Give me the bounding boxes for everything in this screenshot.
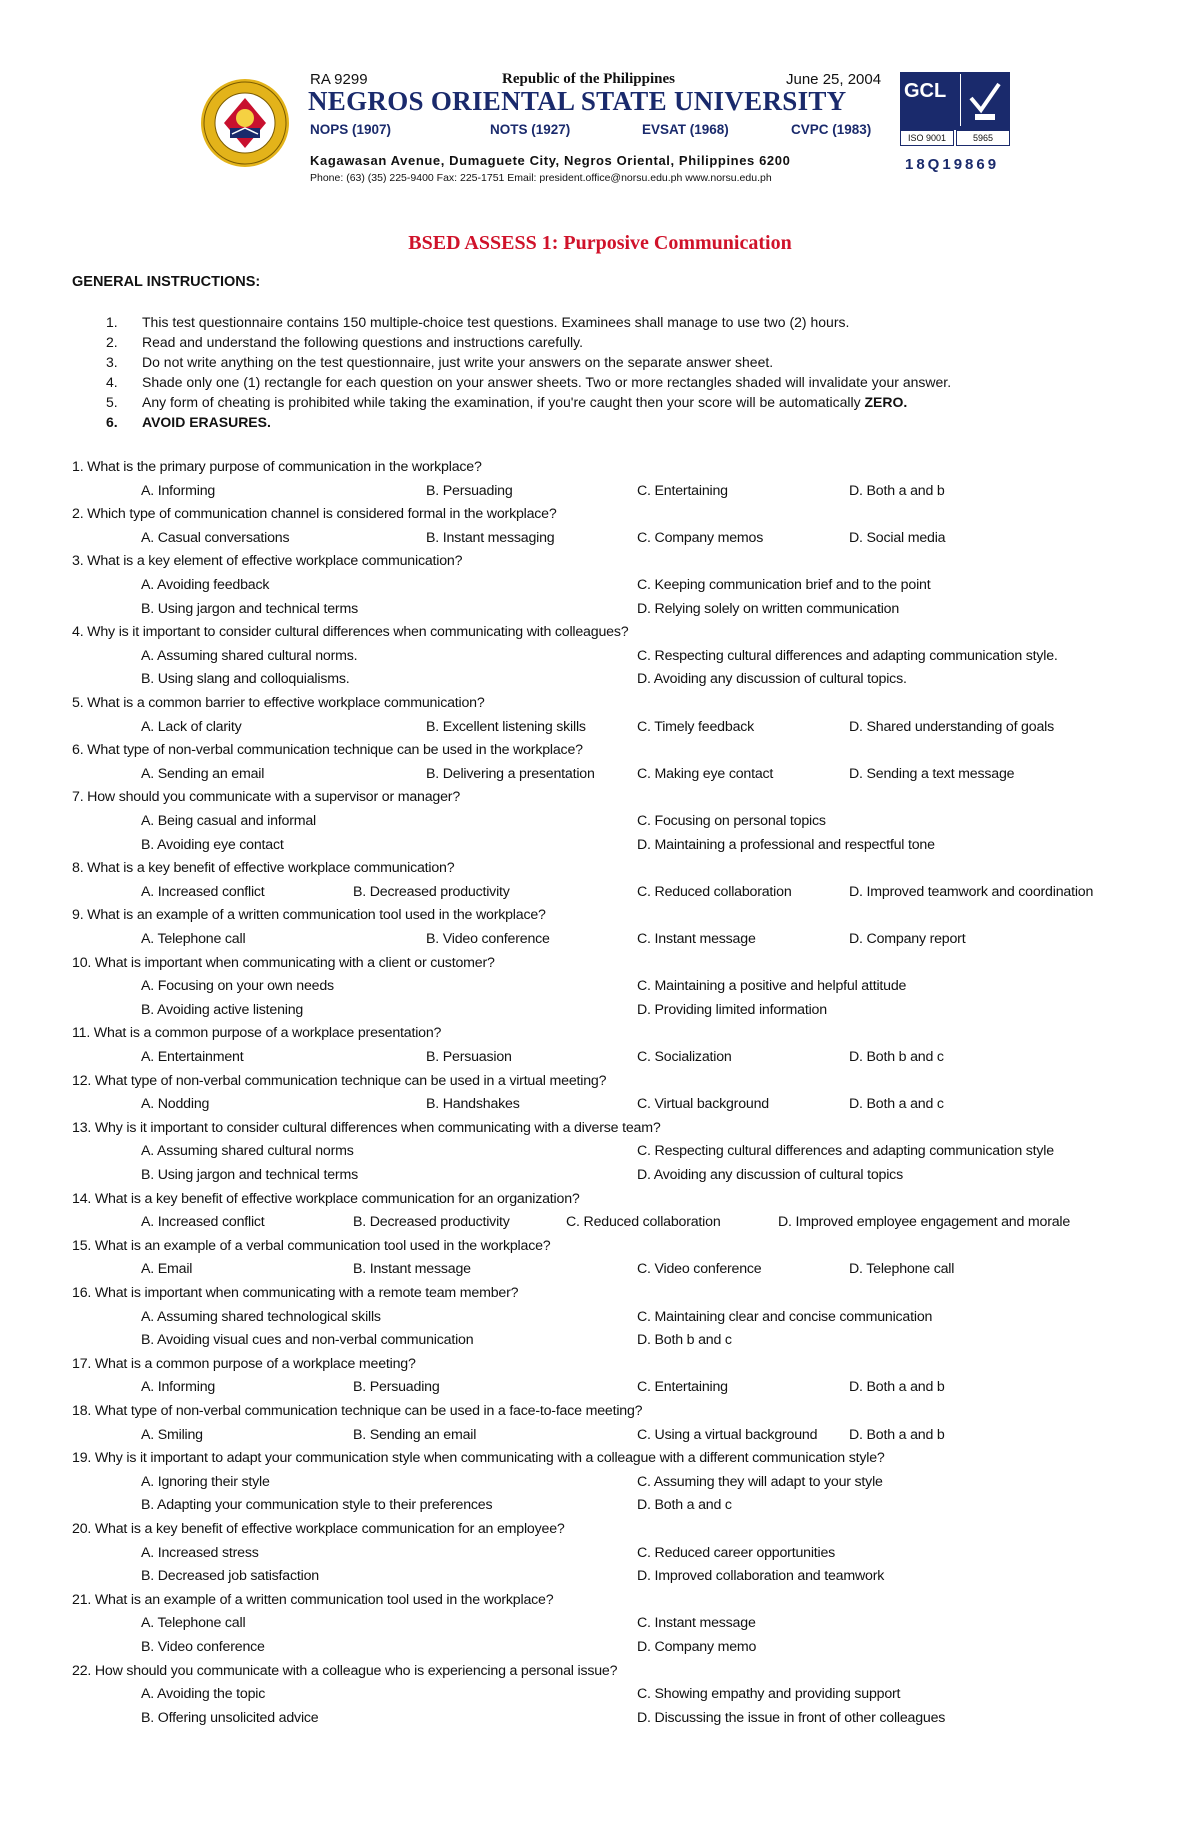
cert-code: 18Q19869 [905, 156, 1000, 173]
answer-option: A. Nodding [141, 1096, 210, 1113]
question-text: 12. What type of non-verbal communication technique can be used in a virtual meeting? [72, 1072, 607, 1089]
answer-option: C. Maintaining a positive and helpful attitude [637, 978, 907, 995]
answer-option: B. Decreased productivity [353, 883, 510, 900]
instruction-text: Read and understand the following questions and instructions carefully. [142, 334, 584, 350]
question-text: 4. Why is it important to consider cultural differences when communicating with colleagues? [72, 624, 629, 641]
answer-option: D. Both b and c [637, 1332, 732, 1349]
answer-option: A. Assuming shared cultural norms [141, 1143, 354, 1160]
answer-option: A. Being casual and informal [141, 813, 316, 829]
instruction-text: Do not write anything on the test questionnaire, just write your answers on the separate answer sheet. [142, 354, 774, 370]
university-name: NEGROS ORIENTAL STATE UNIVERSITY [308, 86, 847, 116]
answer-option: B. Using jargon and technical terms [141, 1167, 358, 1183]
answer-option: B. Sending an email [353, 1426, 477, 1443]
ra-number: RA 9299 [310, 71, 368, 88]
question-text: 15. What is an example of a verbal communication tool used in the workplace? [72, 1237, 551, 1254]
answer-option: D. Both a and b [849, 1379, 945, 1396]
answer-option: D. Sending a text message [849, 765, 1015, 782]
answer-option: C. Virtual background [637, 1096, 769, 1113]
answer-option: D. Both b and c [849, 1049, 944, 1065]
answer-option: C. Timely feedback [637, 718, 755, 735]
answer-option: C. Respecting cultural differences and adapting communication style. [637, 647, 1058, 664]
instruction-number: 3. [106, 354, 118, 370]
republic-line: Republic of the Philippines [502, 71, 675, 87]
answer-option: C. Showing empathy and providing support [637, 1686, 901, 1703]
instruction-text: This test questionnaire contains 150 multiple-choice test questions. Examinees shall manage to use two (2) hours. [142, 314, 850, 330]
answer-option: B. Instant messaging [426, 529, 555, 546]
question-text: 18. What type of non-verbal communication technique can be used in a face-to-face meeting? [72, 1403, 643, 1419]
instruction-item [106, 314, 849, 330]
answer-option: A. Entertainment [141, 1049, 244, 1065]
gcl-certification-badge [900, 72, 1010, 152]
answer-option: C. Using a virtual background [637, 1426, 818, 1443]
question-text: 9. What is an example of a written communication tool used in the workplace? [72, 907, 546, 924]
exam-title: BSED ASSESS 1: Purposive Communication [408, 232, 792, 254]
instruction-text: Shade only one (1) rectangle for each question on your answer sheets. Two or more rectangles shaded will invalidate your answer. [142, 374, 952, 390]
general-instructions-heading: GENERAL INSTRUCTIONS: [72, 274, 261, 290]
question-text: 7. How should you communicate with a supervisor or manager? [72, 789, 461, 806]
question-text: 22. How should you communicate with a colleague who is experiencing a personal issue? [72, 1662, 618, 1679]
answer-option: B. Decreased job satisfaction [141, 1568, 319, 1585]
letterhead [200, 72, 1010, 182]
university-contact: Phone: (63) (35) 225-9400 Fax: 225-1751 Email: president.office@norsu.edu.ph www.norsu.edu.ph [310, 172, 772, 184]
instruction-item [106, 374, 951, 390]
answer-option: A. Casual conversations [141, 529, 290, 546]
answer-option: A. Informing [141, 1379, 216, 1396]
answer-option: D. Discussing the issue in front of other colleagues [637, 1709, 946, 1726]
answer-option: A. Focusing on your own needs [141, 978, 334, 995]
answer-option: D. Improved employee engagement and morale [778, 1214, 1071, 1231]
university-address: Kagawasan Avenue, Dumaguete City, Negros Oriental, Philippines 6200 [310, 153, 791, 168]
answer-option: B. Offering unsolicited advice [141, 1709, 319, 1726]
answer-option: A. Assuming shared cultural norms. [141, 647, 358, 664]
question-text: 1. What is the primary purpose of communication in the workplace? [72, 459, 482, 475]
answer-option: A. Increased stress [141, 1544, 259, 1561]
answer-option: C. Keeping communication brief and to the point [637, 577, 931, 593]
instruction-item [106, 394, 907, 410]
answer-option: C. Company memos [637, 529, 764, 546]
answer-option: A. Avoiding the topic [141, 1686, 266, 1703]
answer-option: B. Adapting your communication style to their preferences [141, 1497, 493, 1514]
answer-option: A. Avoiding feedback [141, 577, 270, 593]
question-text: 20. What is a key benefit of effective workplace communication for an employee? [72, 1521, 565, 1537]
question-text: 14. What is a key benefit of effective workplace communication for an organization? [72, 1190, 580, 1207]
answer-option: D. Shared understanding of goals [849, 718, 1054, 735]
answer-option: C. Making eye contact [637, 765, 774, 782]
answer-option: A. Telephone call [141, 1615, 246, 1632]
instruction-item [106, 414, 271, 430]
instruction-emphasis: AVOID ERASURES. [142, 414, 271, 430]
answer-option: D. Improved collaboration and teamwork [637, 1568, 885, 1585]
answer-option: B. Video conference [141, 1639, 265, 1655]
answer-option: B. Decreased productivity [353, 1214, 510, 1231]
former-name-3: EVSAT (1968) [642, 122, 729, 137]
cert-number: 5965 [956, 130, 1010, 146]
charter-date: June 25, 2004 [786, 71, 882, 88]
answer-option: A. Email [141, 1261, 193, 1278]
answer-option: B. Instant message [353, 1261, 471, 1278]
question-text: 10. What is important when communicating with a client or customer? [72, 954, 495, 971]
answer-option: D. Company report [849, 931, 966, 947]
instruction-emphasis: ZERO. [864, 394, 908, 410]
answer-option: C. Instant message [637, 931, 756, 947]
answer-option: C. Entertaining [637, 482, 728, 499]
question-text: 5. What is a common barrier to effective workplace communication? [72, 695, 485, 711]
answer-option: A. Lack of clarity [141, 718, 242, 735]
instruction-item [106, 354, 773, 370]
answer-option: C. Video conference [637, 1261, 762, 1278]
answer-option: C. Entertaining [637, 1379, 728, 1396]
answer-option: C. Reduced collaboration [637, 883, 792, 900]
answer-option: A. Increased conflict [141, 1214, 265, 1231]
answer-option: D. Both a and b [849, 1426, 945, 1443]
answer-option: B. Delivering a presentation [426, 765, 595, 782]
answer-option: D. Improved teamwork and coordination [849, 883, 1094, 900]
answer-option: C. Reduced collaboration [566, 1214, 721, 1231]
answer-option: D. Both a and b [849, 482, 945, 499]
check-crown-icon [960, 74, 1007, 126]
gcl-label: GCL [904, 80, 947, 102]
answer-option: B. Persuasion [426, 1049, 512, 1065]
answer-option: B. Excellent listening skills [426, 718, 586, 735]
answer-option: B. Avoiding eye contact [141, 836, 284, 853]
answer-option: C. Reduced career opportunities [637, 1544, 836, 1561]
answer-option: B. Using jargon and technical terms [141, 600, 358, 617]
question-text: 8. What is a key benefit of effective workplace communication? [72, 860, 455, 877]
answer-option: C. Socialization [637, 1049, 732, 1065]
answer-option: D. Both a and c [637, 1497, 732, 1514]
answer-option: C. Instant message [637, 1615, 756, 1632]
answer-option: A. Telephone call [141, 931, 246, 947]
answer-option: B. Handshakes [426, 1096, 520, 1113]
answer-option: D. Social media [849, 529, 946, 546]
answer-option: B. Avoiding visual cues and non-verbal communication [141, 1332, 474, 1349]
former-name-1: NOPS (1907) [310, 122, 392, 137]
answer-option: D. Providing limited information [637, 1001, 827, 1018]
question-text: 17. What is a common purpose of a workplace meeting? [72, 1355, 416, 1372]
answer-option: C. Respecting cultural differences and adapting communication style [637, 1143, 1054, 1160]
question-text: 11. What is a common purpose of a workplace presentation? [72, 1025, 442, 1042]
answer-option: B. Video conference [426, 931, 550, 947]
answer-option: A. Smiling [141, 1426, 203, 1443]
answer-option: B. Avoiding active listening [141, 1001, 304, 1018]
question-text: 16. What is important when communicating with a remote team member? [72, 1285, 519, 1301]
question-text: 21. What is an example of a written communication tool used in the workplace? [72, 1591, 554, 1608]
answer-option: A. Increased conflict [141, 883, 265, 900]
former-name-2: NOTS (1927) [490, 122, 571, 137]
answer-option: C. Assuming they will adapt to your style [637, 1473, 883, 1490]
instruction-number: 4. [106, 374, 118, 390]
answer-option: C. Focusing on personal topics [637, 813, 826, 829]
answer-option: A. Informing [141, 482, 216, 499]
question-text: 19. Why is it important to adapt your communication style when communicating with a colleague with a different communication style? [72, 1450, 885, 1467]
question-text: 2. Which type of communication channel is considered formal in the workplace? [72, 506, 557, 523]
instruction-number: 1. [106, 314, 118, 330]
answer-option: D. Avoiding any discussion of cultural topics [637, 1167, 903, 1183]
answer-option: D. Maintaining a professional and respectful tone [637, 836, 935, 853]
former-name-4: CVPC (1983) [791, 122, 872, 137]
instruction-number: 6. [106, 414, 118, 430]
answer-option: D. Company memo [637, 1639, 757, 1655]
answer-option: D. Avoiding any discussion of cultural topics. [637, 671, 907, 688]
question-text: 6. What type of non-verbal communication technique can be used in the workplace? [72, 742, 583, 759]
instruction-number: 2. [106, 334, 118, 350]
instruction-item [106, 334, 583, 350]
answer-option: D. Relying solely on written communication [637, 600, 900, 617]
answer-option: B. Using slang and colloquialisms. [141, 671, 350, 688]
answer-option: C. Maintaining clear and concise communication [637, 1308, 933, 1325]
answer-option: A. Ignoring their style [141, 1473, 270, 1490]
instruction-text: Any form of cheating is prohibited while taking the examination, if you're caught then your score will be automatically [142, 394, 865, 410]
answer-option: A. Assuming shared technological skills [141, 1308, 381, 1325]
university-seal-logo [200, 78, 290, 168]
answer-option: D. Both a and c [849, 1096, 944, 1113]
question-text: 3. What is a key element of effective workplace communication? [72, 553, 463, 570]
answer-option: D. Telephone call [849, 1261, 955, 1278]
answer-option: B. Persuading [353, 1379, 440, 1396]
answer-option: A. Sending an email [141, 765, 265, 782]
iso-label: ISO 9001 [900, 130, 954, 146]
instruction-number: 5. [106, 394, 118, 410]
answer-option: B. Persuading [426, 482, 513, 499]
question-text: 13. Why is it important to consider cultural differences when communicating with a diverse team? [72, 1119, 661, 1136]
